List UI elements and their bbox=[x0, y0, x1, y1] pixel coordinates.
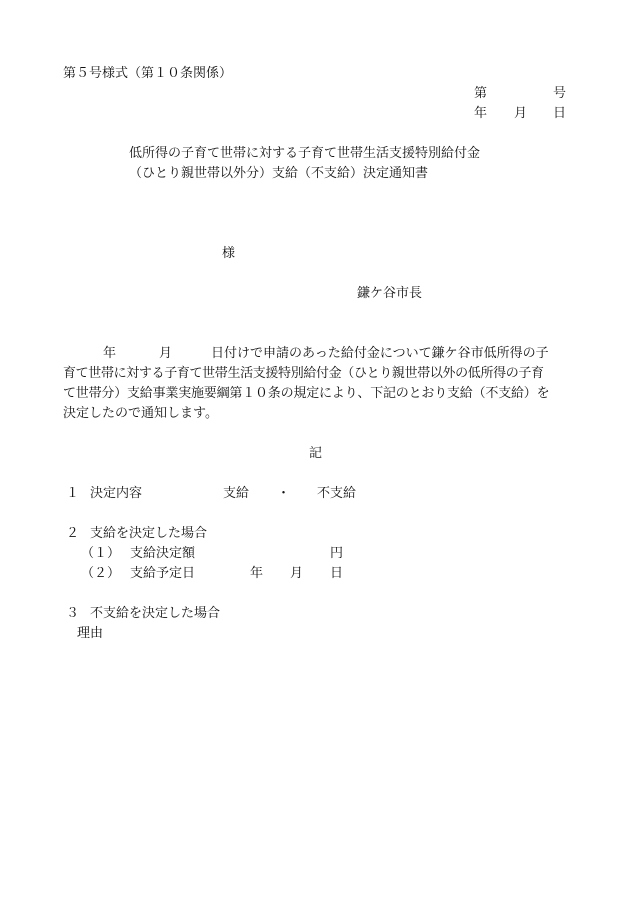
section1-number: １ bbox=[66, 486, 80, 501]
body-month: 月 bbox=[159, 346, 173, 361]
item2-month: 月 bbox=[290, 566, 304, 581]
option-pay: 支給 bbox=[223, 486, 250, 501]
number-prefix: 第 bbox=[474, 86, 488, 101]
section3-number: ３ bbox=[66, 606, 80, 621]
ki-heading: 記 bbox=[309, 446, 323, 461]
body-line-3: て世帯分）支給事業実施要綱第１０条の規定により、下記のとおり支給（不支給）を bbox=[63, 386, 550, 401]
item2-number: （２） bbox=[81, 566, 121, 581]
form-label: 第５号様式（第１０条関係） bbox=[63, 66, 233, 81]
item2-year: 年 bbox=[250, 566, 264, 581]
date-year: 年 bbox=[474, 106, 488, 121]
item1-number: （１） bbox=[81, 546, 121, 561]
issuer-name: 鎌ケ谷市長 bbox=[357, 286, 423, 301]
title-line-1: 低所得の子育て世帯に対する子育て世帯生活支援特別給付金 bbox=[129, 146, 481, 161]
body-year: 年 bbox=[103, 346, 117, 361]
body-line-4: 決定したので通知します。 bbox=[63, 406, 218, 421]
section2-label: 支給を決定した場合 bbox=[90, 526, 208, 541]
title-line-2: （ひとり親世帯以外分）支給（不支給）決定通知書 bbox=[129, 166, 429, 181]
item1-unit: 円 bbox=[330, 546, 344, 561]
date-day: 日 bbox=[553, 106, 567, 121]
body-line-2: 育て世帯に対する子育て世帯生活支援特別給付金（ひとり親世帯以外の低所得の子育 bbox=[63, 366, 544, 381]
reason-label: 理由 bbox=[77, 626, 104, 641]
option-separator: ・ bbox=[277, 486, 291, 501]
recipient-honorific: 様 bbox=[222, 246, 236, 261]
section1-label: 決定内容 bbox=[90, 486, 143, 501]
item2-label: 支給予定日 bbox=[130, 566, 196, 581]
date-month: 月 bbox=[514, 106, 528, 121]
item1-label: 支給決定額 bbox=[130, 546, 196, 561]
section2-number: ２ bbox=[66, 526, 80, 541]
section3-label: 不支給を決定した場合 bbox=[90, 606, 221, 621]
option-nopay: 不支給 bbox=[317, 486, 357, 501]
body-sentence-start: 日付けで申請のあった給付金について鎌ケ谷市低所得の子 bbox=[211, 346, 549, 361]
number-suffix: 号 bbox=[553, 86, 567, 101]
item2-day: 日 bbox=[330, 566, 344, 581]
